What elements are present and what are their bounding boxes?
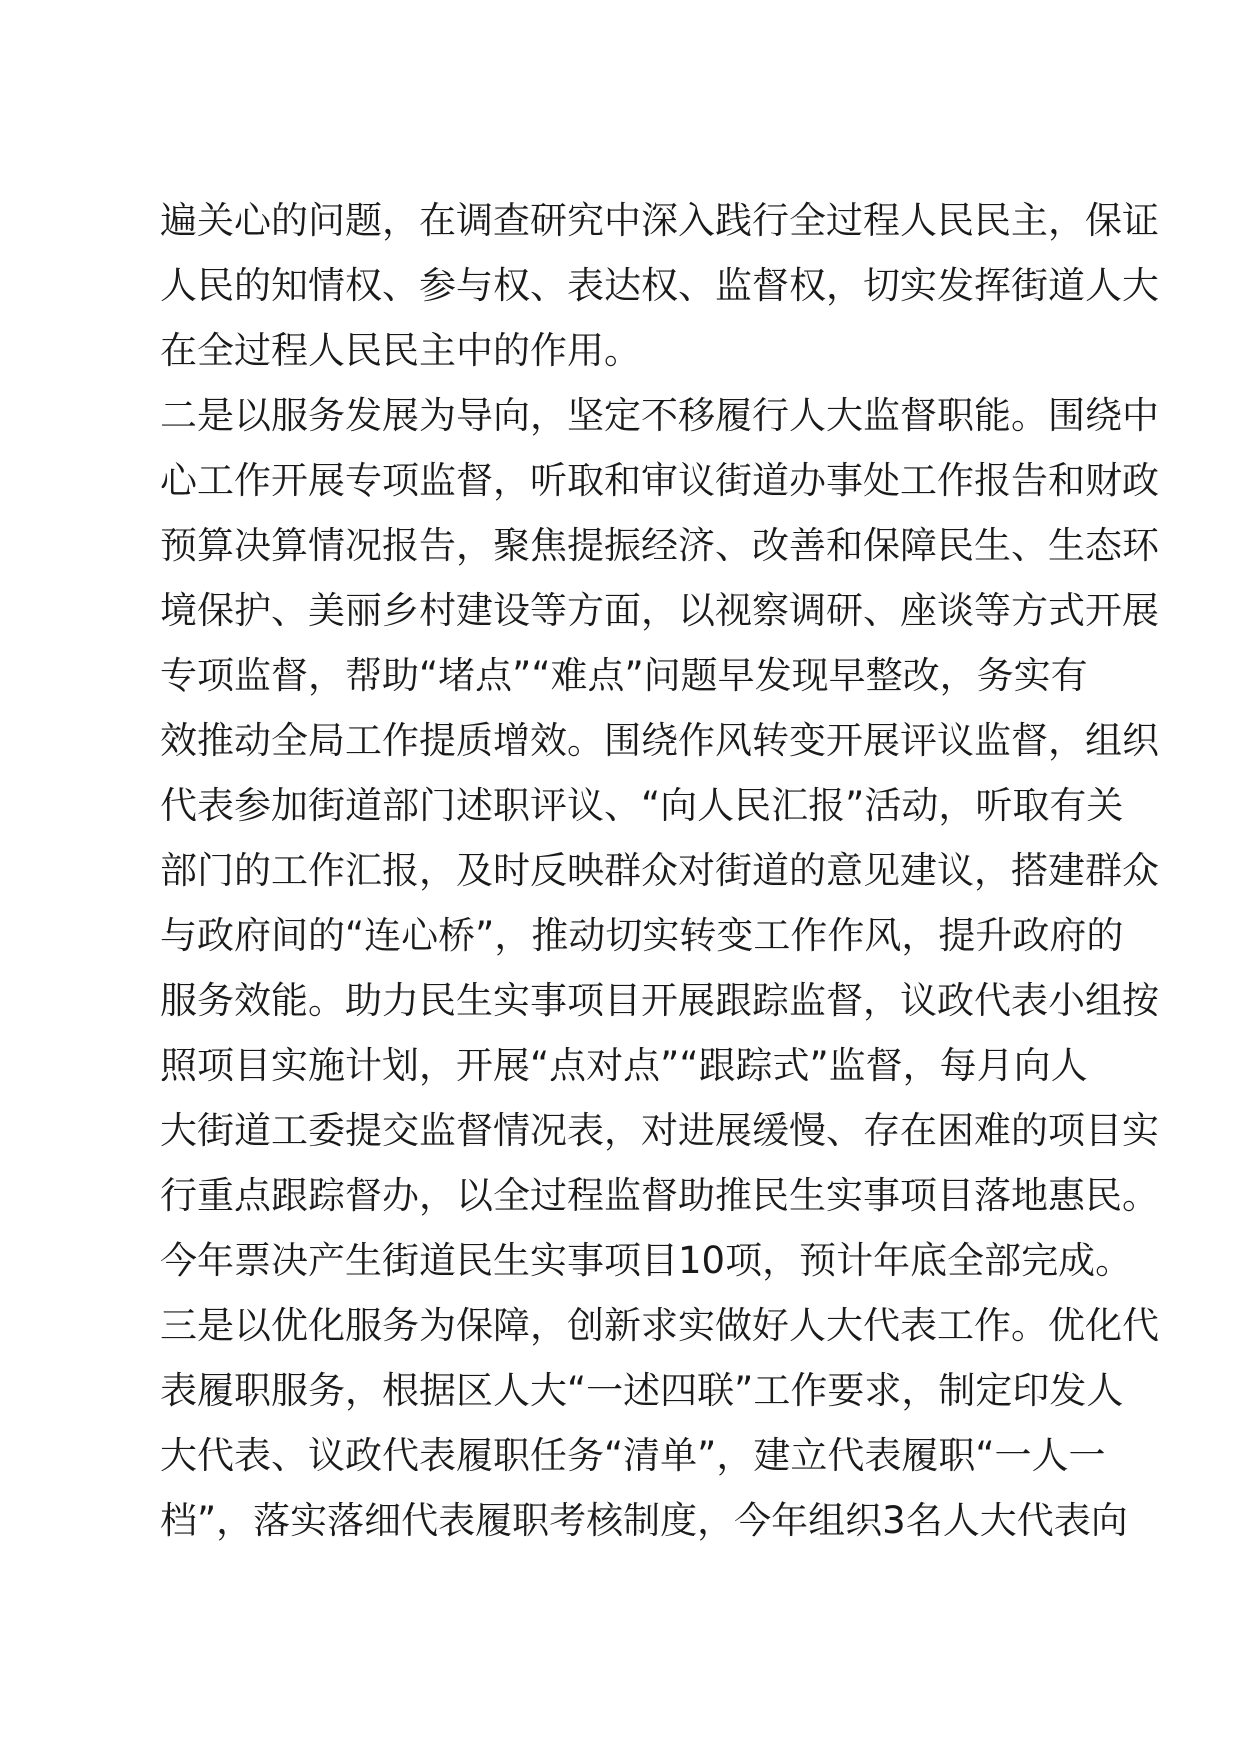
text-line: 部门的工作汇报，及时反映群众对街道的意见建议，搭建群众 — [160, 849, 1159, 892]
text-line: 服务效能。助力民生实事项目开展跟踪监督，议政代表小组按 — [160, 979, 1159, 1022]
paragraph-3 — [160, 1293, 1159, 1553]
text-line: 行重点跟踪督办，以全过程监督助推民生实事项目落地惠民。 — [160, 1174, 1159, 1217]
text-line: 档”，落实落细代表履职考核制度，今年组织3名人大代表向 — [160, 1499, 1128, 1542]
text-line: 遍关心的问题，在调查研究中深入践行全过程人民民主，保证 — [160, 199, 1159, 242]
text-line: 照项目实施计划，开展“点对点”“跟踪式”监督，每月向人 — [160, 1044, 1088, 1087]
text-line: 大代表、议政代表履职任务“清单”，建立代表履职“一人一 — [160, 1434, 1106, 1477]
text-line: 预算决算情况报告，聚焦提振经济、改善和保障民生、生态环 — [160, 524, 1159, 567]
text-line: 三是以优化服务为保障，创新求实做好人大代表工作。优化代 — [160, 1304, 1159, 1347]
text-line: 表履职服务，根据区人大“一述四联”工作要求，制定印发人 — [160, 1369, 1124, 1412]
text-line: 与政府间的“连心桥”，推动切实转变工作作风，提升政府的 — [160, 914, 1124, 957]
text-line: 二是以服务发展为导向，坚定不移履行人大监督职能。围绕中 — [160, 394, 1159, 437]
paragraph-1 — [160, 188, 1159, 383]
text-line: 代表参加街道部门述职评议、“向人民汇报”活动，听取有关 — [160, 784, 1124, 827]
text-line: 在全过程人民民主中的作用。 — [160, 329, 641, 372]
text-line: 专项监督，帮助“堵点”“难点”问题早发现早整改，务实有 — [160, 654, 1088, 697]
text-line: 今年票决产生街道民生实事项目10项，预计年底全部完成。 — [160, 1239, 1133, 1282]
text-line: 大街道工委提交监督情况表，对进展缓慢、存在困难的项目实 — [160, 1109, 1159, 1152]
text-line: 人民的知情权、参与权、表达权、监督权，切实发挥街道人大 — [160, 264, 1159, 307]
document-body — [160, 188, 1159, 1553]
text-line: 效推动全局工作提质增效。围绕作风转变开展评议监督，组织 — [160, 719, 1159, 762]
text-line: 境保护、美丽乡村建设等方面，以视察调研、座谈等方式开展 — [160, 589, 1159, 632]
text-line: 心工作开展专项监督，听取和审议街道办事处工作报告和财政 — [160, 459, 1159, 502]
paragraph-2 — [160, 383, 1159, 1293]
